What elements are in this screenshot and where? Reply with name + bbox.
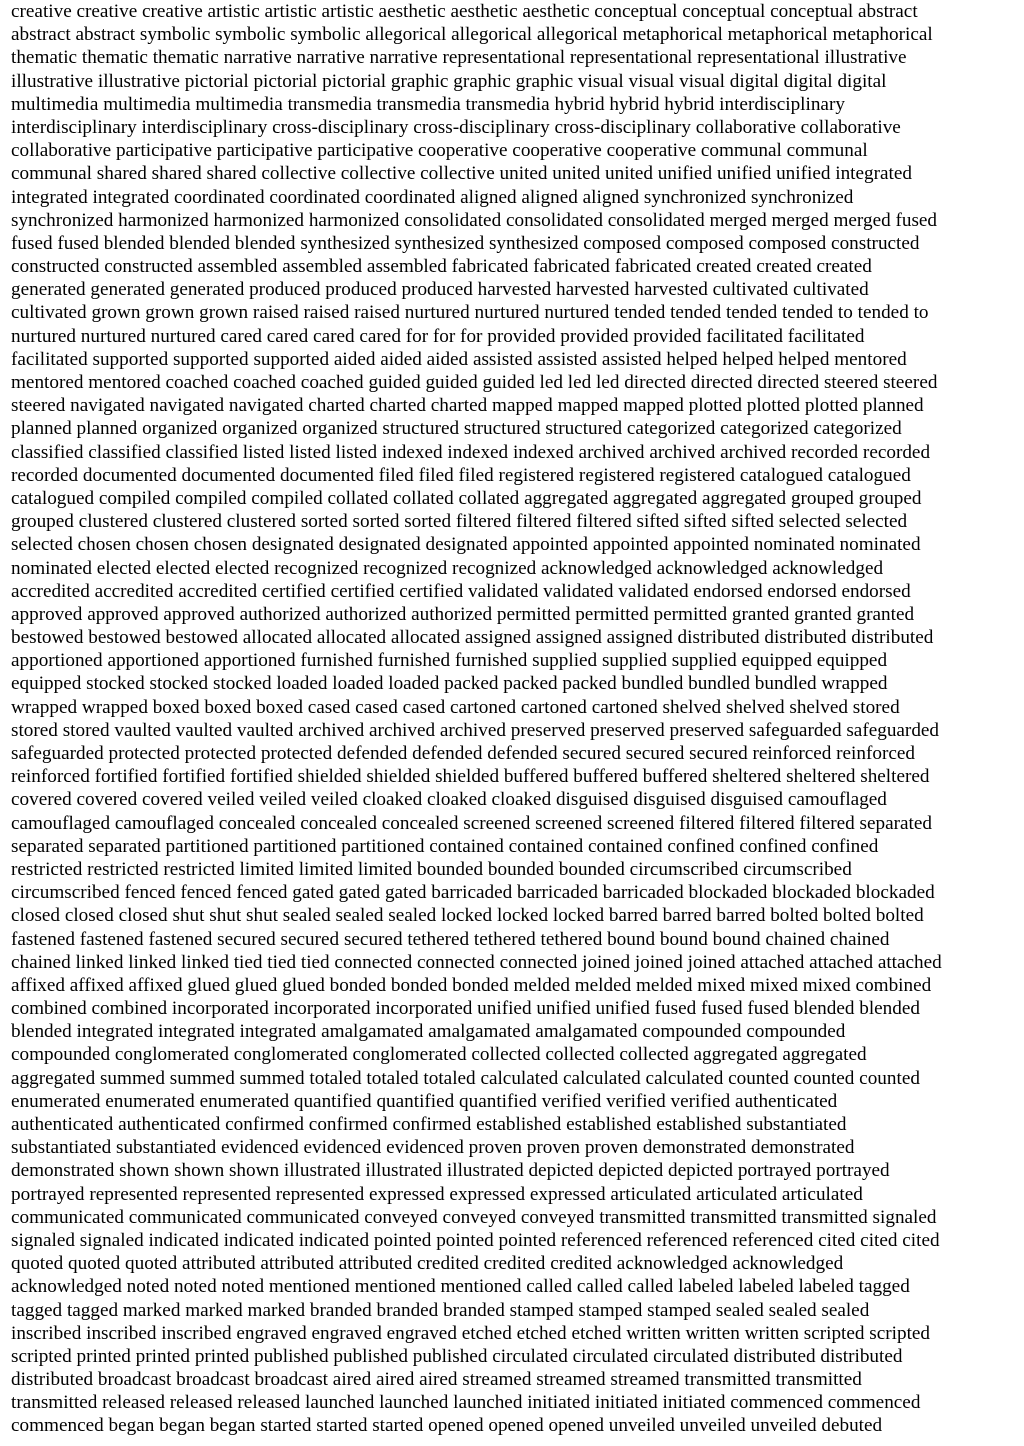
text-line: affixed affixed affixed glued glued glued bonded bonded bonded melded melded melded mixed mixed mixed combined: [11, 974, 932, 996]
text-line: stored stored vaulted vaulted vaulted archived archived archived preserved preserved preserved safeguarded safeguarded: [11, 719, 940, 741]
text-line: signaled signaled indicated indicated indicated pointed pointed pointed referenced referenced referenced cited cited cited: [11, 1229, 940, 1251]
text-line: communal shared shared shared collective collective collective united united united unified unified unified integrated: [11, 163, 912, 185]
text-line: reinforced fortified fortified fortified shielded shielded shielded buffered buffered buffered sheltered sheltered sheltered: [11, 766, 930, 788]
text-line: wrapped wrapped boxed boxed boxed cased cased cased cartoned cartoned cartoned shelved shelved shelved stored: [11, 696, 900, 718]
text-line: separated separated partitioned partitioned partitioned contained contained contained confined confined confined: [11, 835, 879, 857]
text-line: collaborative participative participative participative cooperative cooperative cooperative communal communal: [11, 140, 868, 162]
text-line: enumerated enumerated enumerated quantified quantified quantified verified verified verified authenticated: [11, 1090, 838, 1112]
text-line: circumscribed fenced fenced fenced gated gated gated barricaded barricaded barricaded blockaded blockaded blockaded: [11, 882, 935, 904]
text-line: acknowledged noted noted noted mentioned mentioned mentioned called called called labeled labeled labeled tagged: [11, 1276, 910, 1298]
text-line: constructed constructed assembled assembled assembled fabricated fabricated fabricated created created created: [11, 256, 872, 278]
text-line: restricted restricted restricted limited limited limited bounded bounded bounded circumscribed circumscribed: [11, 858, 852, 880]
text-line: grouped clustered clustered clustered sorted sorted sorted filtered filtered filtered sifted sifted sifted selected selected: [11, 511, 908, 533]
text-line: authenticated authenticated confirmed confirmed confirmed established established established substantiated: [11, 1114, 847, 1135]
text-line: aggregated summed summed summed totaled totaled totaled calculated calculated calculated counted counted counted: [11, 1067, 920, 1089]
text-line: transmitted released released released launched launched launched initiated initiated initiated commenced commenced: [11, 1392, 921, 1414]
text-line: apportioned apportioned apportioned furnished furnished furnished supplied supplied supplied equipped equipped: [11, 650, 888, 672]
text-line: safeguarded protected protected protected defended defended defended secured secured secured reinforced reinforced: [11, 743, 915, 764]
text-line: recorded documented documented documented filed filed filed registered registered registered catalogued catalogued: [11, 464, 911, 486]
text-line: camouflaged camouflaged concealed concealed concealed screened screened screened filtered filtered filtered separated: [11, 812, 932, 834]
text-line: blended integrated integrated integrated amalgamated amalgamated amalgamated compounded compounded: [11, 1021, 846, 1043]
text-line: bestowed bestowed bestowed allocated allocated allocated assigned assigned assigned distributed distributed distributed: [11, 627, 934, 649]
text-line: substantiated substantiated evidenced evidenced evidenced proven proven proven demonstrated demonstrated: [11, 1137, 855, 1159]
text-line: creative creative creative artistic artistic artistic aesthetic aesthetic aesthetic conceptual conceptual conceptual abstract: [11, 1, 918, 22]
text-line: selected chosen chosen chosen designated designated designated appointed appointed appointed nominated nominated: [11, 534, 921, 556]
text-line: accredited accredited accredited certified certified certified validated validated validated endorsed endorsed endorsed: [11, 580, 911, 602]
text-line: distributed broadcast broadcast broadcast aired aired aired streamed streamed streamed transmitted transmitted: [11, 1369, 862, 1391]
text-line: steered navigated navigated navigated charted charted charted mapped mapped mapped plotted plotted plotted planned: [11, 395, 924, 417]
text-line: classified classified classified listed listed listed indexed indexed indexed archived archived archived recorded recorded: [11, 441, 931, 463]
text-line: multimedia multimedia multimedia transmedia transmedia transmedia hybrid hybrid hybrid interdisciplinary: [11, 93, 845, 115]
text-line: generated generated generated produced produced produced harvested harvested harvested cultivated cultivated: [11, 279, 869, 301]
text-line: equipped stocked stocked stocked loaded loaded loaded packed packed packed bundled bundled bundled wrapped: [11, 673, 888, 695]
text-line: compounded conglomerated conglomerated conglomerated collected collected collected aggregated aggregated: [11, 1044, 867, 1066]
text-line: facilitated supported supported supported aided aided aided assisted assisted assisted helped helped helped mentored: [11, 348, 907, 370]
text-line: catalogued compiled compiled compiled collated collated collated aggregated aggregated aggregated grouped grouped: [11, 487, 922, 509]
text-line: nurtured nurtured nurtured cared cared cared cared for for for provided provided provided facilitated facilitated: [11, 325, 865, 347]
text-line: quoted quoted quoted attributed attributed attributed credited credited credited acknowledged acknowledged: [11, 1253, 844, 1275]
text-line: synchronized harmonized harmonized harmonized consolidated consolidated consolidated merged merged merged fused: [11, 209, 938, 231]
text-line: demonstrated shown shown shown illustrated illustrated illustrated depicted depicted depicted portrayed portrayed: [11, 1160, 890, 1182]
text-line: integrated integrated coordinated coordinated coordinated aligned aligned aligned synchronized synchronized: [11, 186, 854, 208]
text-line: thematic thematic thematic narrative narrative narrative representational representational representational illustrative: [11, 47, 907, 69]
text-line: combined combined incorporated incorporated incorporated unified unified unified fused fused fused blended blended: [11, 998, 920, 1020]
text-line: approved approved approved authorized authorized authorized permitted permitted permitted granted granted granted: [11, 603, 915, 625]
text-line: communicated communicated communicated conveyed conveyed conveyed transmitted transmitted transmitted signaled: [11, 1206, 937, 1228]
text-line: mentored mentored coached coached coached guided guided guided led led led directed directed directed steered steered: [11, 372, 938, 393]
text-line: interdisciplinary interdisciplinary cross-disciplinary cross-disciplinary cross-disciplinary collaborative collaborative: [11, 116, 901, 138]
text-line: abstract abstract symbolic symbolic symbolic allegorical allegorical allegorical metaphorical metaphorical metaphorical: [11, 24, 933, 46]
text-line: tagged tagged marked marked marked branded branded branded stamped stamped stamped sealed sealed sealed: [11, 1299, 870, 1321]
text-line: cultivated grown grown grown raised raised raised nurtured nurtured nurtured tended tended tended tended to tended to: [11, 302, 929, 324]
text-line: nominated elected elected elected recognized recognized recognized acknowledged acknowledged acknowledged: [11, 557, 884, 579]
text-line: covered covered covered veiled veiled veiled cloaked cloaked cloaked disguised disguised disguised camouflaged: [11, 789, 887, 811]
text-line: closed closed closed shut shut shut sealed sealed sealed locked locked locked barred barred barred bolted bolted bolted: [11, 905, 924, 927]
text-line: fastened fastened fastened secured secured secured tethered tethered tethered bound bound bound chained chained: [11, 928, 890, 950]
text-line: portrayed represented represented represented expressed expressed expressed articulated articulated articulated: [11, 1183, 863, 1205]
text-line: commenced began began began started started started opened opened opened unveiled unveiled unveiled debuted: [11, 1415, 883, 1437]
text-line: chained linked linked linked tied tied tied connected connected connected joined joined joined attached attached attached: [11, 951, 942, 973]
text-line: inscribed inscribed inscribed engraved engraved engraved etched etched etched written written written scripted scripted: [11, 1322, 931, 1344]
text-line: illustrative illustrative pictorial pictorial pictorial graphic graphic graphic visual visual visual digital digital digital: [11, 70, 887, 92]
document-body: [11, 0, 1024, 1438]
text-line: scripted printed printed printed published published published circulated circulated circulated distributed distributed: [11, 1345, 903, 1367]
text-line: fused fused blended blended blended synthesized synthesized synthesized composed composed composed constructed: [11, 232, 920, 254]
text-line: planned planned organized organized organized structured structured structured categorized categorized categorized: [11, 418, 902, 440]
